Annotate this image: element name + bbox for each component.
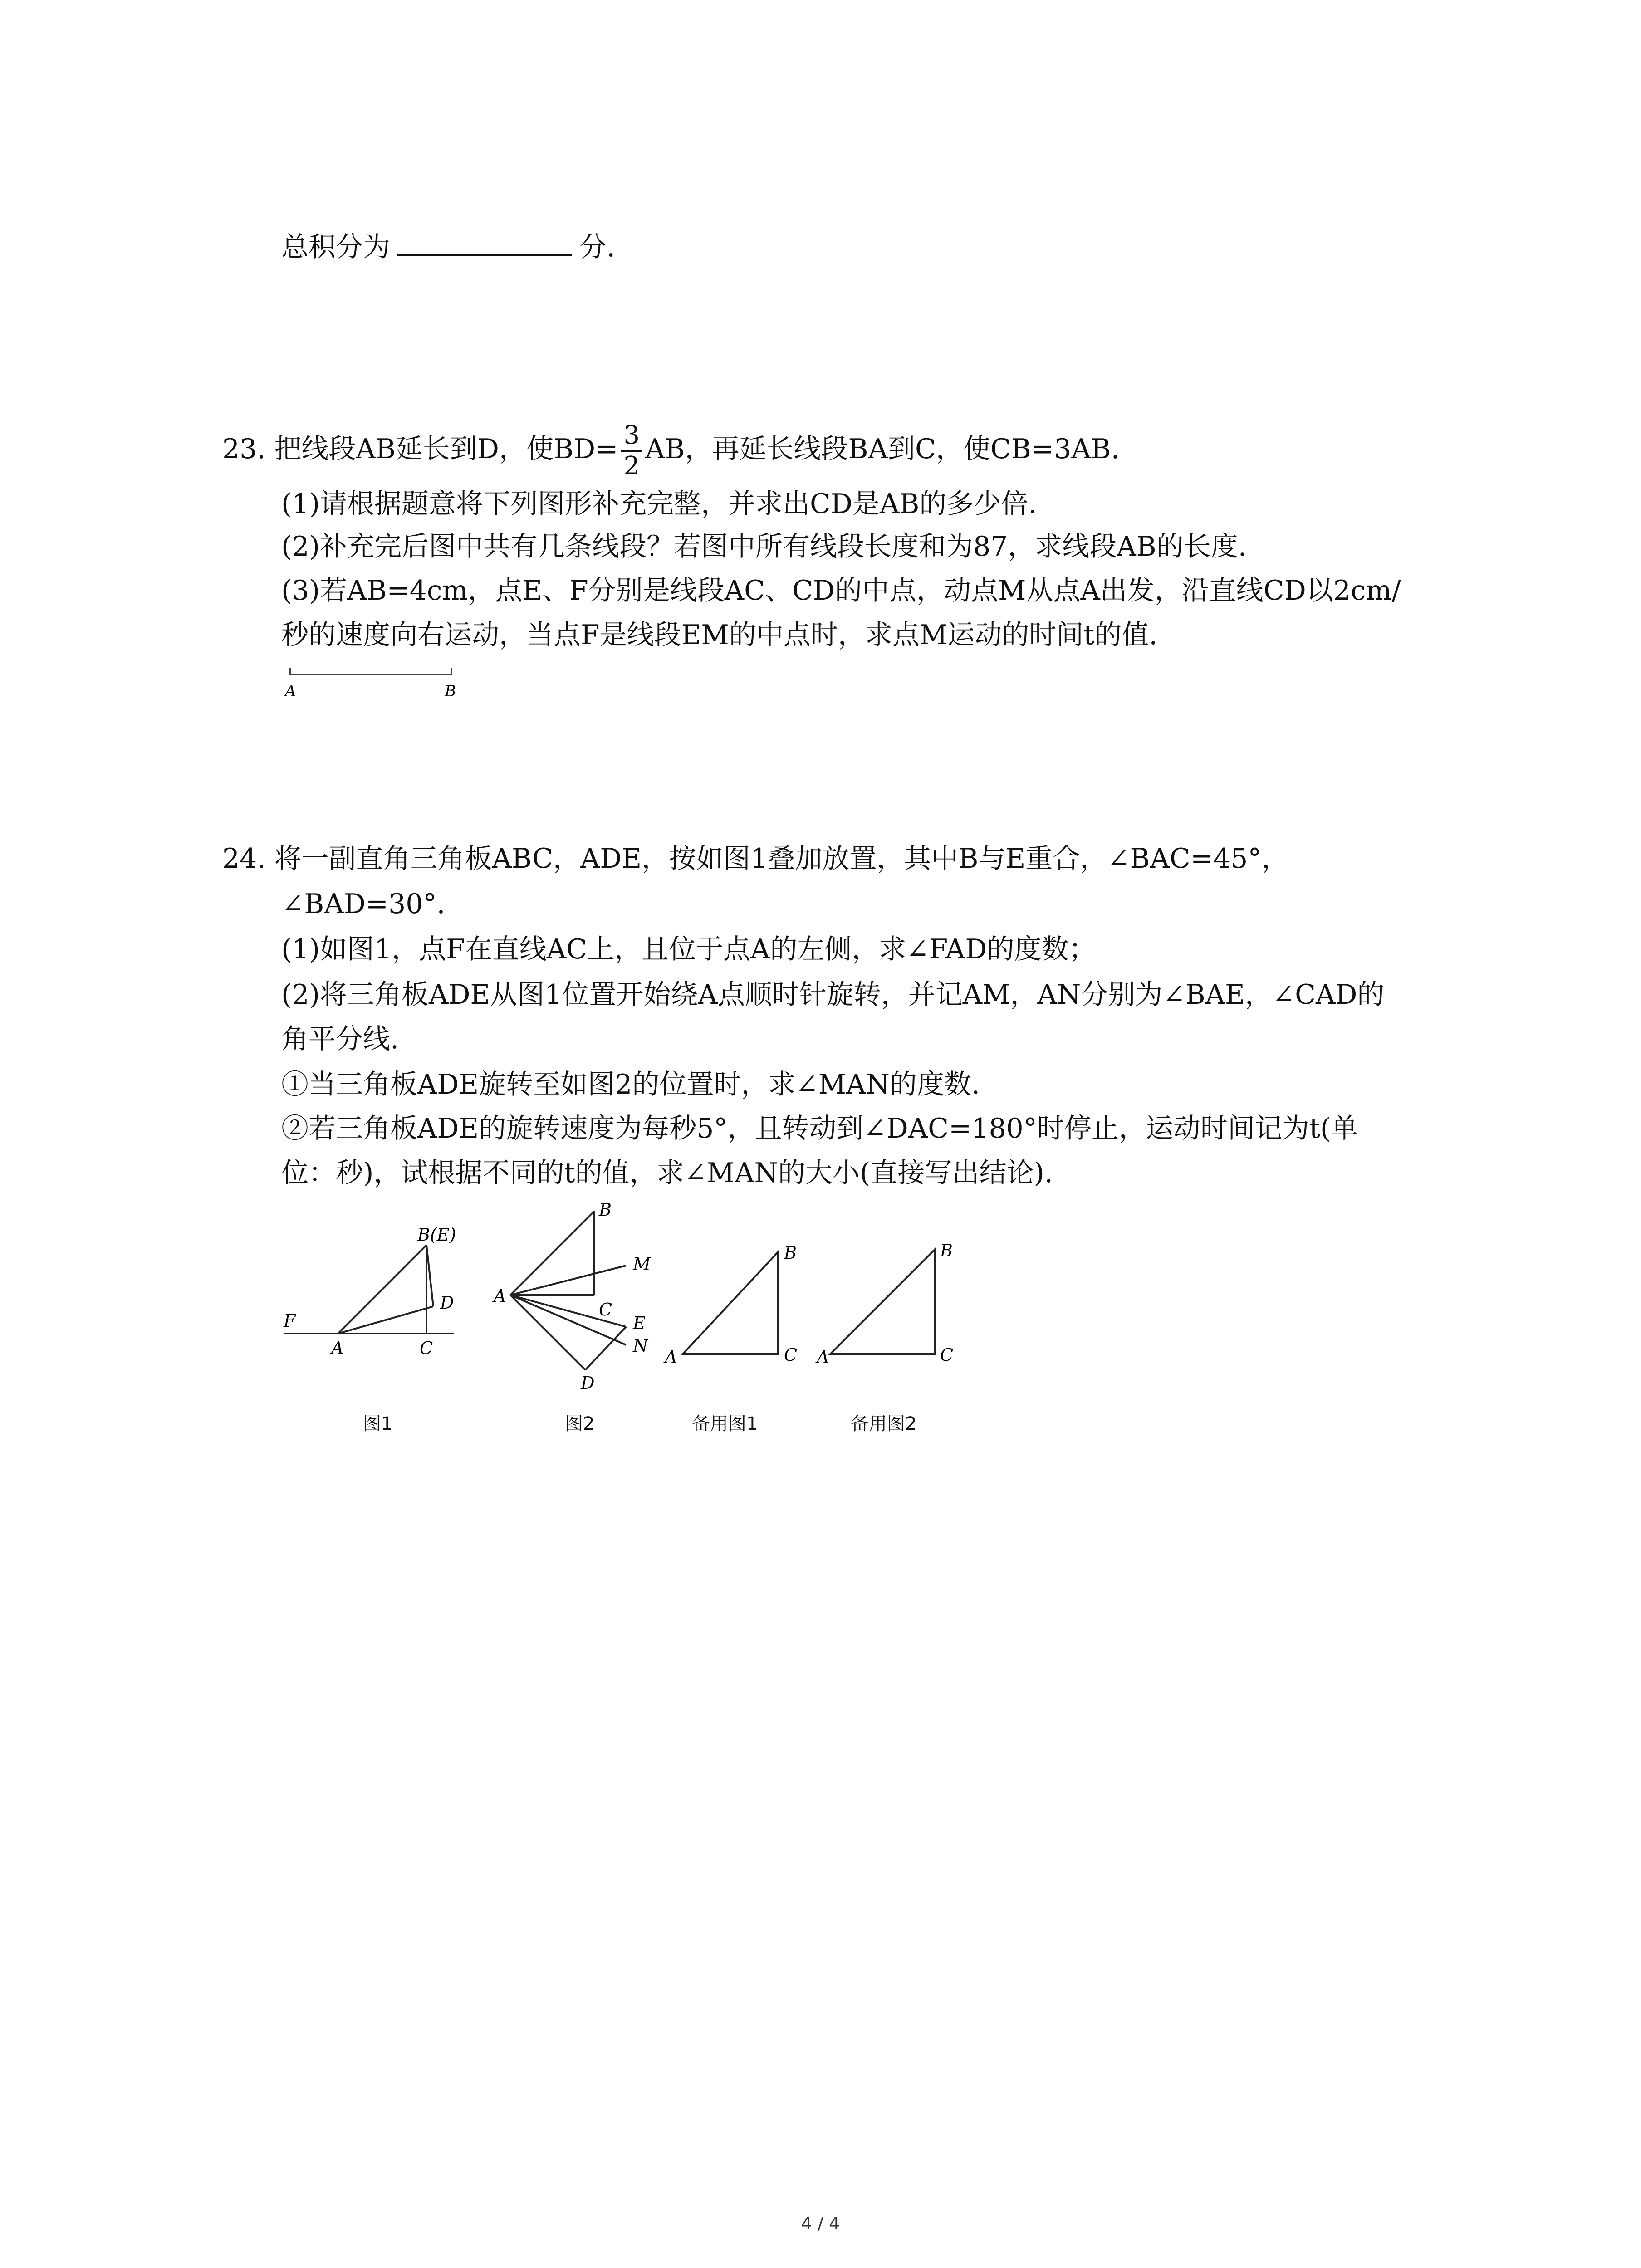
label-n: N (633, 1336, 648, 1356)
label-a: A (494, 1286, 506, 1306)
total-score-unit: 分. (579, 231, 616, 263)
label-c: C (420, 1338, 433, 1358)
q24-sub2a: ①当三角板ADE旋转至如图2的位置时，求∠MAN的度数. (281, 1069, 980, 1100)
label-e: E (633, 1313, 646, 1333)
side-ed (426, 1245, 433, 1306)
side-ad (510, 1295, 585, 1370)
spare-figure-1 (683, 1252, 778, 1354)
label-b: B (445, 682, 456, 700)
fraction-denominator: 2 (623, 451, 640, 481)
label-d: D (440, 1293, 454, 1313)
side-de (585, 1327, 626, 1370)
label-a: A (665, 1347, 677, 1367)
page-number: 4 / 4 (801, 2214, 840, 2234)
q24-sub1: (1)如图1，点F在直线AC上，且位于点A的左侧，求∠FAD的度数； (281, 934, 1096, 965)
label-a: A (817, 1347, 829, 1367)
label-b-e: B(E) (417, 1225, 456, 1245)
q23-stem-part2: AB，再延长线段BA到C，使CB=3AB. (645, 433, 1120, 465)
label-a: A (285, 682, 296, 700)
label-b: B (940, 1241, 953, 1261)
spare-figure-2 (830, 1250, 935, 1354)
q24-stem-line1 (222, 841, 1288, 876)
q23-sub2: (2)补充完后图中共有几条线段？若图中所有线段长度和为87，求线段AB的长度. (281, 531, 1247, 562)
label-b: B (599, 1200, 612, 1220)
label-f: F (284, 1311, 296, 1331)
q24-sub2-line1: (2)将三角板ADE从图1位置开始绕A点顺时针旋转，并记AM，AN分别为∠BAE，∠CAD的 (281, 979, 1385, 1011)
q24-sub2b-line2: 位：秒)，试根据不同的t的值，求∠MAN的大小(直接写出结论). (281, 1157, 1053, 1189)
q24-sub2b-line1: ②若三角板ADE的旋转速度为每秒5°，且转动到∠DAC=180°时停止，运动时间记为t(单 (281, 1113, 1358, 1144)
label-d: D (581, 1373, 595, 1393)
q24-stem-line2: ∠BAD=30°. (281, 888, 446, 920)
figure-1-labels (283, 1225, 456, 1358)
q23-sub3-line2: 秒的速度向右运动，当点F是线段EM的中点时，求点M运动的时间t的值. (281, 619, 1158, 651)
spare-figure-1-labels (663, 1243, 797, 1367)
total-score-text: 总积分为 (281, 231, 390, 263)
figure-2-caption: 图2 (565, 1413, 595, 1434)
spare-figure-1-caption: 备用图1 (692, 1413, 758, 1434)
q24-number: 24. (222, 843, 266, 875)
label-m: M (633, 1254, 651, 1274)
figure-1-caption: 图1 (363, 1413, 393, 1434)
figure-2 (510, 1211, 626, 1370)
q23-number: 23. (222, 433, 266, 465)
q24-sub2-line2: 角平分线. (281, 1023, 399, 1055)
triangle-abc (830, 1250, 935, 1354)
side-ab (510, 1211, 594, 1295)
label-b: B (784, 1243, 797, 1263)
label-c: C (784, 1345, 798, 1365)
fraction-numerator: 3 (621, 421, 643, 452)
label-c: C (940, 1345, 954, 1365)
label-c: C (599, 1300, 612, 1320)
label-a: A (331, 1338, 344, 1358)
ray-am (510, 1266, 626, 1295)
q23-stem-part1: 把线段AB延长到D，使BD= (274, 433, 618, 465)
spare-figure-2-caption: 备用图2 (851, 1413, 917, 1434)
figure-1 (284, 1245, 454, 1334)
q23-sub1: (1)请根据题意将下列图形补充完整，并求出CD是AB的多少倍. (281, 488, 1037, 520)
q24-stem-text: 将一副直角三角板ABC，ADE，按如图1叠加放置，其中B与E重合，∠BAC=45°， (274, 843, 1289, 875)
q23-sub3-line1: (3)若AB=4cm，点E、F分别是线段AC、CD的中点，动点M从点A出发，沿直线CD以2cm/ (281, 575, 1401, 606)
q23-segment-figure (284, 668, 456, 700)
triangle-abc (683, 1252, 778, 1354)
